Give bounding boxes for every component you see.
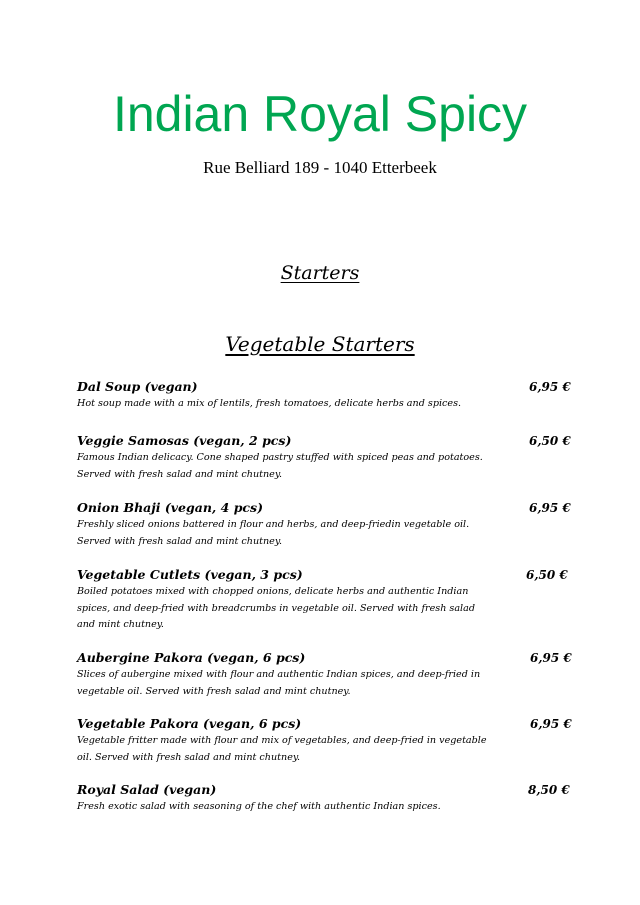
description-line: Boiled potatoes mixed with chopped onions, delicate herbs and authentic Indian [77, 586, 469, 597]
item-price: 6,95 € [530, 717, 572, 731]
item-price: 6,95 € [529, 501, 571, 515]
restaurant-address: Rue Belliard 189 - 1040 Etterbeek [203, 158, 437, 177]
description-line: Slices of aubergine mixed with flour and authentic Indian spices, and deep-fried in [77, 669, 481, 680]
item-name: Vegetable Cutlets (vegan, 3 pcs) [77, 567, 303, 582]
description-line: Served with fresh salad and mint chutney. [77, 468, 283, 480]
item-description [77, 517, 517, 550]
description-line: Hot soup made with a mix of lentils, fresh tomatoes, delicate herbs and spices. [77, 398, 462, 409]
item-name: Onion Bhaji (vegan, 4 pcs) [77, 500, 263, 515]
item-price: 6,95 € [529, 380, 571, 394]
menu-item-aubergine-pakora [77, 649, 572, 700]
item-price: 8,50 € [528, 783, 570, 797]
menu-item-vegetable-pakora [77, 715, 572, 766]
item-price: 6,50 € [529, 434, 571, 448]
section-heading-vegetable-starters: Vegetable Starters [225, 332, 415, 356]
item-name: Vegetable Pakora (vegan, 6 pcs) [77, 716, 302, 731]
item-description [77, 733, 517, 766]
description-line: oil. Served with fresh salad and mint chutney. [77, 751, 301, 763]
description-line: Fresh exotic salad with seasoning of the chef with authentic Indian spices. [77, 801, 441, 812]
item-description [77, 450, 517, 483]
item-name: Dal Soup (vegan) [77, 379, 198, 394]
item-name: Royal Salad (vegan) [77, 782, 217, 797]
restaurant-title: Indian Royal Spicy [112, 86, 528, 142]
description-line: vegetable oil. Served with fresh salad and mint chutney. [77, 685, 351, 697]
menu-item-royal-salad [77, 781, 570, 816]
section-heading-starters: Starters [280, 262, 360, 284]
description-line: spices, and deep-fried with breadcrumbs in vegetable oil. Served with fresh salad [77, 602, 475, 614]
menu-item-vegetable-cutlets [77, 566, 567, 634]
item-price: 6,50 € [526, 568, 568, 582]
menu-item-dal-soup [77, 378, 571, 413]
description-line: Famous Indian delicacy. Cone shaped pastry stuffed with spiced peas and potatoes. [77, 452, 483, 463]
item-description [77, 799, 517, 816]
description-line: Served with fresh salad and mint chutney. [77, 535, 283, 547]
item-description [77, 667, 517, 700]
menu-item-onion-bhaji [77, 499, 571, 550]
item-name: Aubergine Pakora (vegan, 6 pcs) [77, 650, 306, 665]
description-line: Vegetable fritter made with flour and mix of vegetables, and deep-fried in vegetable [77, 735, 487, 746]
item-name: Veggie Samosas (vegan, 2 pcs) [77, 433, 292, 448]
description-line: and mint chutney. [77, 619, 164, 630]
item-price: 6,95 € [530, 651, 572, 665]
item-description [77, 396, 517, 413]
description-line: Freshly sliced onions battered in flour and herbs, and deep-friedin vegetable oil. [77, 519, 470, 530]
item-description [77, 584, 517, 634]
menu-item-veggie-samosas [77, 432, 571, 483]
